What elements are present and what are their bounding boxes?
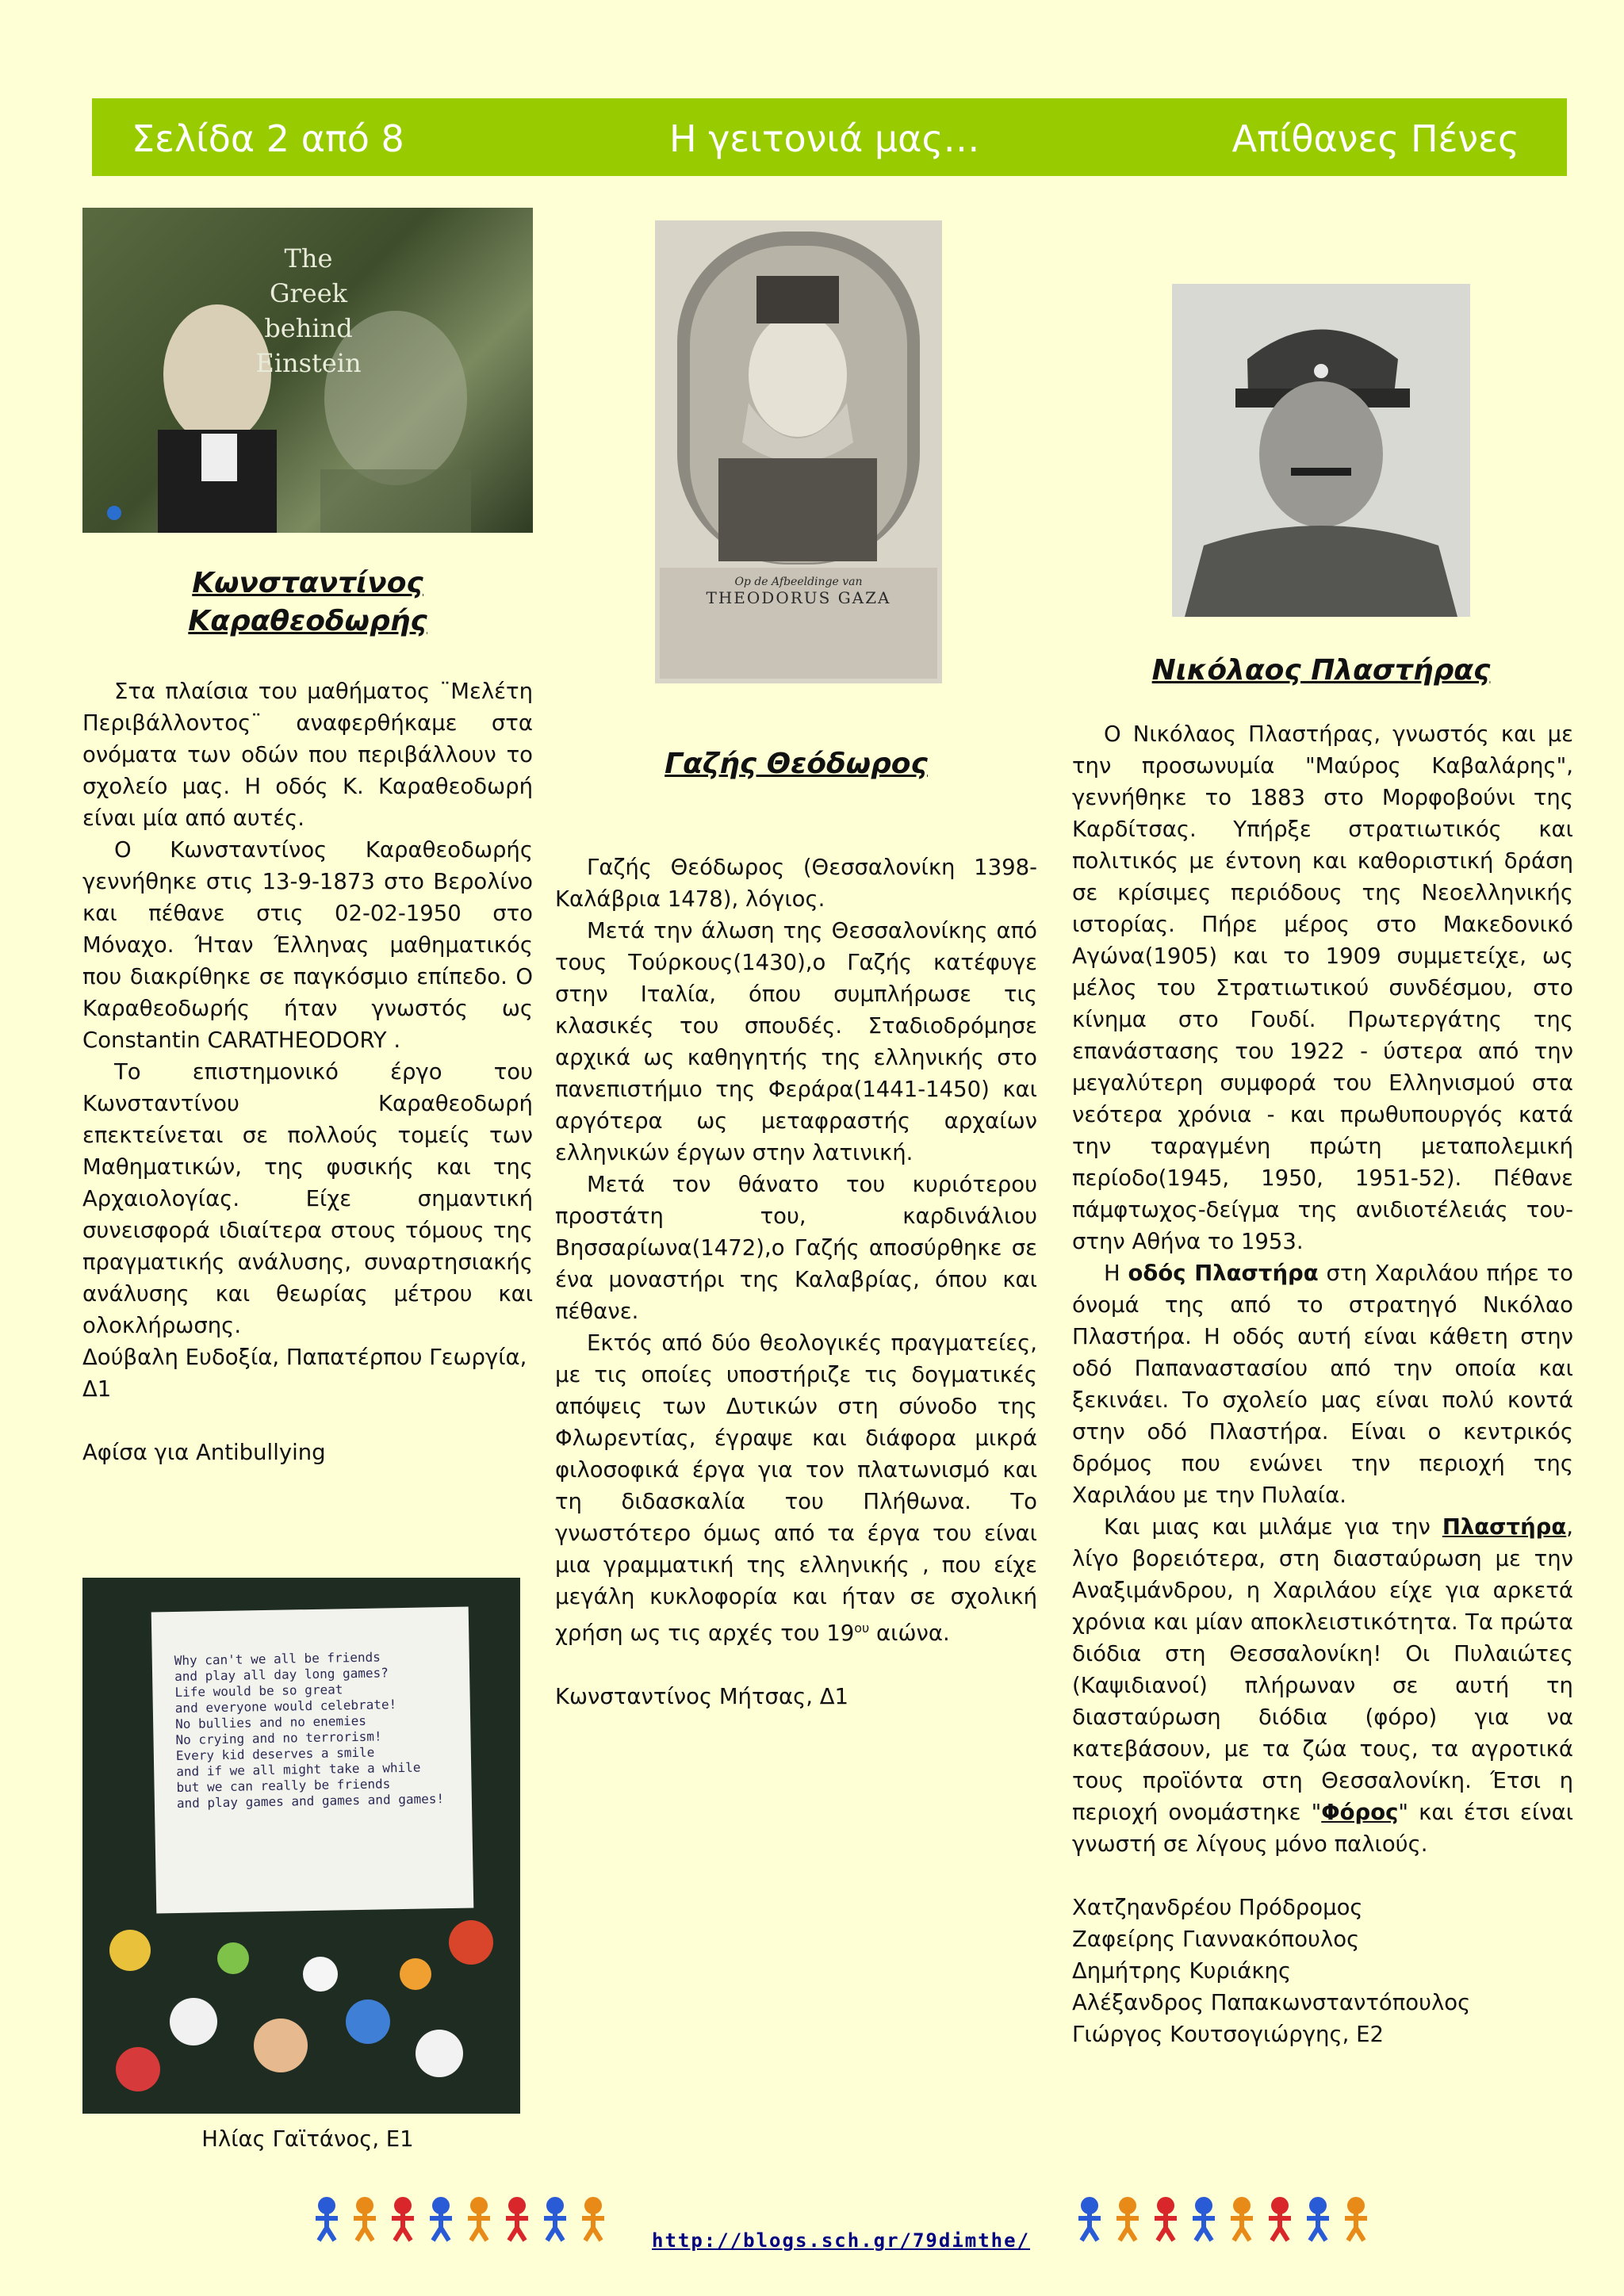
- caratheodory-credit: Δούβαλη Ευδοξία, Παπατέρπου Γεωργία, Δ1: [82, 1345, 527, 1402]
- newsletter-title: Η γειτονιά μας…: [669, 117, 980, 160]
- engraving-caption-1: Op de Afbeeldinge van: [734, 576, 863, 588]
- plastiras-credit-4: Αλέξανδρος Παπακωνσταντόπουλος: [1072, 1990, 1471, 2015]
- gaza-paragraph-1: Γαζής Θεόδωρος (Θεσσαλονίκη 1398-Καλάβρια 1478), λόγιος.: [555, 855, 1037, 912]
- plastiras-credit-2: Ζαφείρης Γιαννακόπουλος: [1072, 1927, 1360, 1952]
- gaza-paragraph-4-text: Εκτός από δύο θεολογικές πραγματείες, με τις οποίες υποστήριζε τις δογματικές απόψεις των Δυτικών στη σύνοδο της Φλωρεντίας, έγραψε και διάφορα μικρά φιλοσοφικά έργα για τον πλατωνισμό και τη διδασκαλία του Πλήθωνα. Το γνωστότερο όμως από τα έργα του είναι μια γραμματική της ελληνικής , που είχε μεγάλη κυκλοφορία και ήταν σε σχολική χρήση ως τις αρχές του 19: [555, 1330, 1037, 1647]
- caratheodory-heading-line2: Καραθεοδωρής: [188, 605, 427, 637]
- poster-line: Every kid deserves a smile: [175, 1744, 375, 1764]
- plastiras-heading: [1067, 652, 1575, 690]
- poster-line: and everyone would celebrate!: [174, 1697, 397, 1716]
- gaza-century-suffix: ου: [854, 1621, 870, 1636]
- gaza-paragraph-4-end: αιώνα.: [869, 1621, 950, 1647]
- poster-kids-drawings: [82, 1578, 520, 2114]
- plastiras-credit-5: Γιώργος Κουτσογιώργης, Ε2: [1072, 2022, 1384, 2047]
- engraving-caption-2: THEODORUS GAZA: [706, 588, 891, 607]
- plastiras-credit-3: Δημήτρης Κυριάκης: [1072, 1958, 1292, 1984]
- poster-label: Αφίσα για Antibullying: [82, 1440, 326, 1465]
- plastiras-paragraph-3-end: " και έτσι είναι γνωστή σε λίγους μόνο παλιούς.: [1072, 1800, 1573, 1857]
- page-header: [92, 98, 1567, 176]
- gaza-portrait-illustration: [655, 220, 942, 683]
- poster-line: and play games and games and games!: [176, 1791, 445, 1811]
- gaza-credit: Κωνσταντίνος Μήτσας, Δ1: [555, 1684, 849, 1710]
- gaza-heading: [555, 745, 1037, 783]
- gaza-heading-text: Γαζής Θεόδωρος: [665, 748, 928, 780]
- plastiras-paragraph-2-text: στη Χαριλάου πήρε το όνομά της από το στρατηγό Νικόλαο Πλαστήρα. Η οδός αυτή είναι κάθετη στην οδό Παπαναστασίου από την οποία και ξεκινάει. Το σχολείο μας είναι πολύ κοντά στην οδό Πλαστήρα. Είναι ο κεντρικός δρόμος που ενώνει την περιοχή της Χαριλάου με την Πυλαία.: [1072, 1261, 1573, 1508]
- poster-line: but we can really be friends: [176, 1776, 391, 1795]
- caratheodory-paragraph-2: Ο Κωνσταντίνος Καραθεοδωρής γεννήθηκε στις 13-9-1873 στο Βερολίνο και πέθανε στις 02-02-1950 στο Μόναχο. Ήταν Έλληνας μαθηματικός που διακρίθηκε σε παγκόσμιο επίπεδο. Ο Καραθεοδωρής ήταν γνωστός ως Constantin CARATHEODORY .: [82, 837, 533, 1053]
- footer-figures-right: [1074, 2196, 1375, 2244]
- poster-line: No bullies and no enemies: [175, 1712, 367, 1732]
- plastiras-heading-text: Νικόλαος Πλαστήρας: [1151, 654, 1491, 687]
- poster-line: Why can't we all be friends: [174, 1649, 381, 1669]
- gaza-engraving: [655, 220, 942, 683]
- plastiras-paragraph-3: [1072, 1511, 1573, 1860]
- caratheodory-heading-line1: Κωνσταντίνος: [192, 567, 423, 599]
- plastiras-paragraph-3-start: Και μιας και μιλάμε για την: [1104, 1514, 1442, 1540]
- caratheodory-paragraph-1: Στα πλαίσια του μαθήματος ¨Μελέτη Περιβάλλοντος¨ αναφερθήκαμε στα ονόματα των οδών που περιβάλλουν το σχολείο μας. Η οδός Κ. Καραθεοδωρή είναι μία από αυτές.: [82, 679, 533, 831]
- gaza-paragraph-3: Μετά τον θάνατο του κυριότερου προστάτη του, καρδινάλιου Βησσαρίωνα(1472),ο Γαζής αποσύρθηκε σε ένα μοναστήρι της Καλαβρίας, όπου και πέθανε.: [555, 1172, 1037, 1324]
- footer-figures-left: [311, 2196, 612, 2244]
- plastiras-name-underlined: Πλαστήρα: [1442, 1514, 1567, 1540]
- poster-line: Life would be so great: [174, 1682, 343, 1701]
- caratheodory-paragraph-3: Το επιστημονικό έργο του Κωνσταντίνου Καραθεοδωρή επεκτείνεται σε πολλούς τομείς των Μαθηματικών, της φυσικής και της Αρχαιολογίας. Είχε σημαντική συνεισφορά ιδιαίτερα στους τόμους της πραγματικής ανάλυσης, συναρτησιακής ανάλυσης και θεωρίας μέτρου και ολοκλήρωσης.: [82, 1059, 533, 1338]
- poster-line: and if we all might take a while: [176, 1759, 421, 1779]
- page-number: Σελίδα 2 από 8: [132, 117, 404, 160]
- image-title-line1: The Greek: [269, 243, 348, 308]
- plastiras-street-bold: οδός Πλαστήρα: [1128, 1261, 1319, 1286]
- plastiras-photo: [1172, 284, 1470, 617]
- children-figures-icon: [311, 2196, 612, 2244]
- blog-link[interactable]: http://blogs.sch.gr/79dimthe/: [652, 2229, 1031, 2252]
- caratheodory-article: [82, 675, 533, 1468]
- image-title-line3: Einstein: [255, 348, 362, 378]
- poster-line: No crying and no terrorism!: [175, 1728, 382, 1748]
- gaza-paragraph-2: Μετά την άλωση της Θεσσαλονίκης από τους Τούρκους(1430),ο Γαζής κατέφυγε στην Ιταλία, όπου συμπλήρωσε τις κλασικές του σπουδές. Σταδιοδρόμησε αρχικά ως καθηγητής της ελληνικής στο πανεπιστήμιο της Φεράρα(1441-1450) και αργότερα ως μεταφραστής αρχαίων ελληνικών έργων στην λατινική.: [555, 918, 1037, 1165]
- plastiras-credit-1: Χατζηανδρέου Πρόδρομος: [1072, 1895, 1363, 1920]
- caratheodory-heading: [82, 564, 533, 641]
- plastiras-paragraph-1: Ο Νικόλαος Πλαστήρας, γνωστός και με την προσωνυμία "Μαύρος Καβαλάρης", γεννήθηκε το 1883 στο Μορφοβούνι της Καρδίτσας. Υπήρξε στρατιωτικός και πολιτικός με έντονη και καθοριστική δράση σε κρίσιμες περιόδους της Νεοελληνικής ιστορίας. Πήρε μέρος στο Μακεδονικό Αγώνα(1905) και το 1909 συμμετείχε, ως μέλος του Στρατιωτικού συνδέσμου, στο κίνημα στο Γουδί. Πρωτεργάτης της επανάστασης του 1922 - ύστερα από την μεγαλύτερη συμφορά του Ελληνισμού στα νεότερα χρόνια - και πρωθυπουργός κατά την ταραγμένη πρώτη μεταπολεμική περίοδο(1945, 1950, 1951-52). Πέθανε πάμφτωχος-δείγμα της ανιδιοτέλειάς του- στην Αθήνα το 1953.: [1072, 721, 1573, 1254]
- antibullying-poster: [82, 1578, 520, 2114]
- poster-credit-block: [82, 2123, 533, 2155]
- newsletter-author: Απίθανες Πένες: [1231, 117, 1519, 160]
- gaza-article: [555, 851, 1037, 1712]
- poster-line: and play all day long games?: [174, 1665, 389, 1685]
- poster-credit: Ηλίας Γαϊτάνος, Ε1: [201, 2126, 414, 2152]
- plastiras-portrait-illustration: [1172, 284, 1470, 617]
- plastiras-article: [1072, 718, 1573, 2050]
- plastiras-paragraph-2: [1072, 1257, 1573, 1511]
- plastiras-paragraph-3-text: , λίγο βορειότερα, στη διασταύρωση με την Αναξιμάνδρου, η Χαριλάου είχε για αρκετά χρόνια και μίαν αποκλειστικότητα. Τα πρώτα διόδια στη Θεσσαλονίκη! Οι Πυλαιώτες (Καψιδιανοί) πλήρωναν σε αυτή τη διασταύρωση διόδια (φόρο) για να κατεβάσουν, με τα ζώα τους, τα αγροτικά τους προϊόντα στη Θεσσαλονίκη. Έτσι η περιοχή ονομάστηκε ": [1072, 1514, 1573, 1825]
- image-title-line2: behind: [264, 313, 353, 343]
- gaza-paragraph-4: [555, 1327, 1037, 1649]
- plastiras-paragraph-2-start: Η: [1104, 1261, 1128, 1286]
- children-figures-icon: [1074, 2196, 1375, 2244]
- caratheodory-photo: [82, 208, 533, 533]
- foros-underlined: Φόρος: [1321, 1800, 1399, 1825]
